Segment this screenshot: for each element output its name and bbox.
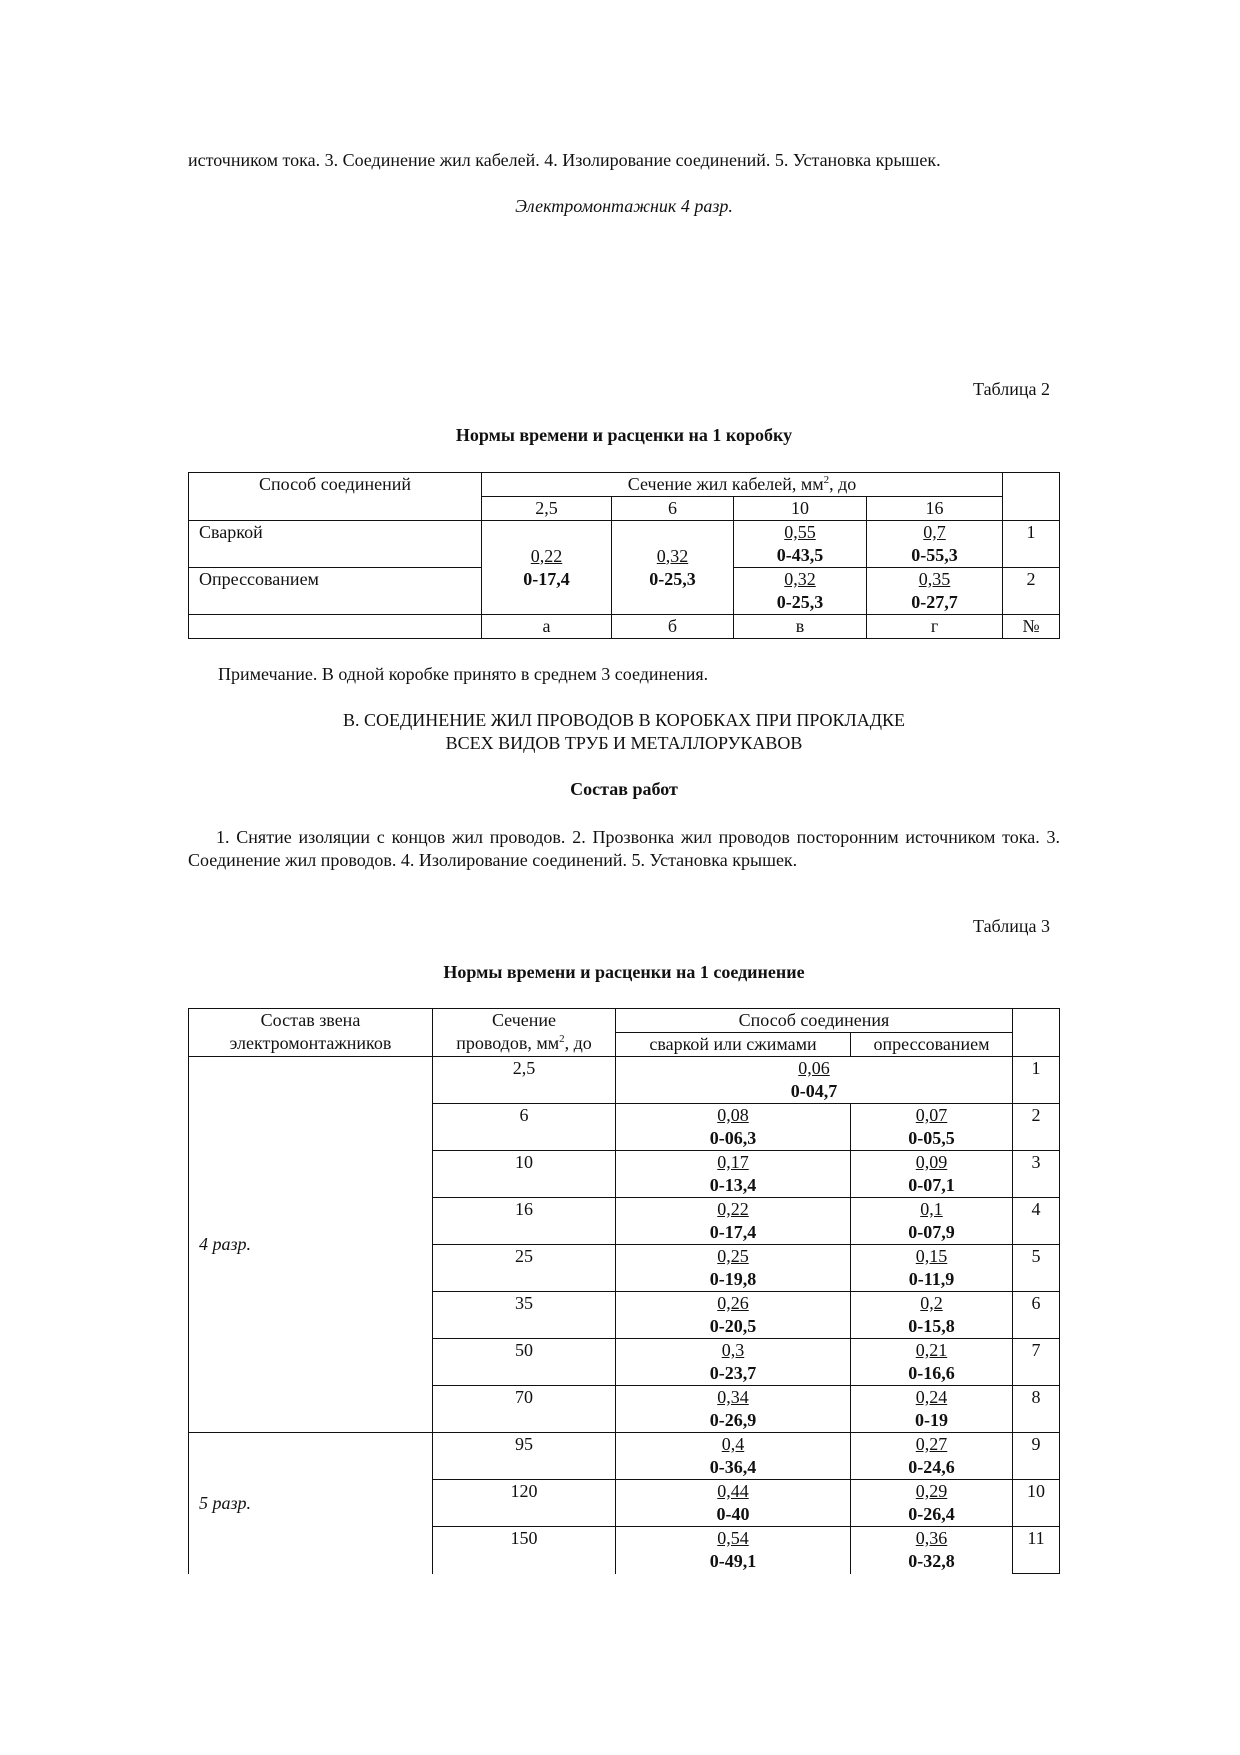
t3-size: 150 bbox=[433, 1527, 616, 1574]
t2-size: 6 bbox=[612, 497, 734, 521]
works-paragraph: 1. Снятие изоляции с концов жил проводов. 2. Прозвонка жил проводов посторонним источником тока. 3. Соединение жил проводов. 4. Изолирование соединений. 5. Установка крышек. bbox=[188, 827, 1060, 870]
t2-size: 2,5 bbox=[482, 497, 612, 521]
t2-row-num: 2 bbox=[1003, 568, 1060, 615]
t3-row-num: 2 bbox=[1013, 1104, 1060, 1151]
t3-size: 120 bbox=[433, 1480, 616, 1527]
t3-size: 35 bbox=[433, 1292, 616, 1339]
t2-footer-num-sign: № bbox=[1003, 615, 1060, 639]
t3-cell-merged: 0,06 0-04,7 bbox=[616, 1057, 1013, 1104]
t3-cell-weld: 0,44 0-40 bbox=[616, 1480, 851, 1527]
t3-cell-weld: 0,34 0-26,9 bbox=[616, 1386, 851, 1433]
t3-size: 25 bbox=[433, 1245, 616, 1292]
t3-cell-press: 0,2 0-15,8 bbox=[851, 1292, 1013, 1339]
t3-size: 70 bbox=[433, 1386, 616, 1433]
t3-row-num: 6 bbox=[1013, 1292, 1060, 1339]
table3-title: Нормы времени и расценки на 1 соединение bbox=[443, 962, 805, 982]
intro-paragraph: источником тока. 3. Соединение жил кабелей. 4. Изолирование соединений. 5. Установка крышек. bbox=[188, 150, 941, 170]
t3-grade-4: 4 разр. bbox=[189, 1057, 433, 1433]
t2-row-name: Сваркой bbox=[189, 521, 482, 568]
t2-size: 10 bbox=[734, 497, 867, 521]
t2-footer-letter: б bbox=[612, 615, 734, 639]
t2-row-num: 1 bbox=[1003, 521, 1060, 568]
table3 bbox=[188, 1008, 1060, 1574]
t3-row-num: 11 bbox=[1013, 1527, 1060, 1574]
t3-row-num: 7 bbox=[1013, 1339, 1060, 1386]
t3-cell-press: 0,07 0-05,5 bbox=[851, 1104, 1013, 1151]
t3-size: 6 bbox=[433, 1104, 616, 1151]
table3-label: Таблица 3 bbox=[973, 916, 1050, 936]
t2-cell: 0,35 0-27,7 bbox=[867, 568, 1003, 615]
t3-row-num: 9 bbox=[1013, 1433, 1060, 1480]
table2-label: Таблица 2 bbox=[973, 379, 1050, 399]
t3-cell-weld: 0,3 0-23,7 bbox=[616, 1339, 851, 1386]
section-heading-line2: ВСЕХ ВИДОВ ТРУБ И МЕТАЛЛОРУКАВОВ bbox=[445, 733, 803, 753]
t3-row-num: 1 bbox=[1013, 1057, 1060, 1104]
t3-size: 2,5 bbox=[433, 1057, 616, 1104]
t2-cell-shared: 0,32 0-25,3 bbox=[612, 521, 734, 615]
t3-header-section: Сечение проводов, $мм^2$, до bbox=[433, 1009, 616, 1057]
t3-cell-press: 0,1 0-07,9 bbox=[851, 1198, 1013, 1245]
t2-header-method: Способ соединений bbox=[189, 473, 482, 521]
t3-cell-weld: 0,26 0-20,5 bbox=[616, 1292, 851, 1339]
t3-cell-weld: 0,4 0-36,4 bbox=[616, 1433, 851, 1480]
t3-size: 50 bbox=[433, 1339, 616, 1386]
t3-cell-press: 0,27 0-24,6 bbox=[851, 1433, 1013, 1480]
t2-row-name: Опрессованием bbox=[189, 568, 482, 615]
t3-size: 16 bbox=[433, 1198, 616, 1245]
t2-cell: 0,55 0-43,5 bbox=[734, 521, 867, 568]
t2-cell-shared: 0,22 0-17,4 bbox=[482, 521, 612, 615]
t3-cell-press: 0,29 0-26,4 bbox=[851, 1480, 1013, 1527]
t3-header-method: Способ соединения bbox=[616, 1009, 1013, 1033]
t3-size: 95 bbox=[433, 1433, 616, 1480]
t3-cell-press: 0,15 0-11,9 bbox=[851, 1245, 1013, 1292]
t3-row-num: 8 bbox=[1013, 1386, 1060, 1433]
table2-title: Нормы времени и расценки на 1 коробку bbox=[455, 425, 793, 445]
t3-cell-weld: 0,25 0-19,8 bbox=[616, 1245, 851, 1292]
intro-role: Электромонтажник 4 разр. bbox=[515, 196, 733, 216]
t2-footer-letter: а bbox=[482, 615, 612, 639]
t3-cell-weld: 0,22 0-17,4 bbox=[616, 1198, 851, 1245]
t3-cell-weld: 0,17 0-13,4 bbox=[616, 1151, 851, 1198]
t3-row-num: 5 bbox=[1013, 1245, 1060, 1292]
t3-cell-press: 0,36 0-32,8 bbox=[851, 1527, 1013, 1574]
t2-header-num bbox=[1003, 473, 1060, 521]
t3-cell-press: 0,21 0-16,6 bbox=[851, 1339, 1013, 1386]
t3-row-num: 10 bbox=[1013, 1480, 1060, 1527]
t3-header-num bbox=[1013, 1009, 1060, 1057]
table2-note: Примечание. В одной коробке принято в среднем 3 соединения. bbox=[218, 664, 709, 684]
section-heading-line1: В. СОЕДИНЕНИЕ ЖИЛ ПРОВОДОВ В КОРОБКАХ ПРИ ПРОКЛАДКЕ bbox=[342, 710, 906, 730]
t2-size: 16 bbox=[867, 497, 1003, 521]
t2-footer-empty bbox=[189, 615, 482, 639]
table2 bbox=[188, 472, 1060, 639]
t2-cell: 0,32 0-25,3 bbox=[734, 568, 867, 615]
t3-row-num: 3 bbox=[1013, 1151, 1060, 1198]
t3-header-press: опрессованием bbox=[851, 1033, 1013, 1057]
t3-cell-press: 0,09 0-07,1 bbox=[851, 1151, 1013, 1198]
t3-header-weld: сваркой или сжимами bbox=[616, 1033, 851, 1057]
t3-header-crew: Состав звена электромонтажников bbox=[189, 1009, 433, 1057]
t2-footer-letter: г bbox=[867, 615, 1003, 639]
works-title: Состав работ bbox=[570, 779, 678, 799]
t2-cell: 0,7 0-55,3 bbox=[867, 521, 1003, 568]
t3-size: 10 bbox=[433, 1151, 616, 1198]
t2-header-section: Сечение жил кабелей, $мм^2$, до bbox=[482, 473, 1003, 497]
t3-cell-weld: 0,54 0-49,1 bbox=[616, 1527, 851, 1574]
t3-cell-weld: 0,08 0-06,3 bbox=[616, 1104, 851, 1151]
t3-grade-5: 5 разр. bbox=[189, 1433, 433, 1574]
t3-row-num: 4 bbox=[1013, 1198, 1060, 1245]
t2-footer-letter: в bbox=[734, 615, 867, 639]
t3-cell-press: 0,24 0-19 bbox=[851, 1386, 1013, 1433]
